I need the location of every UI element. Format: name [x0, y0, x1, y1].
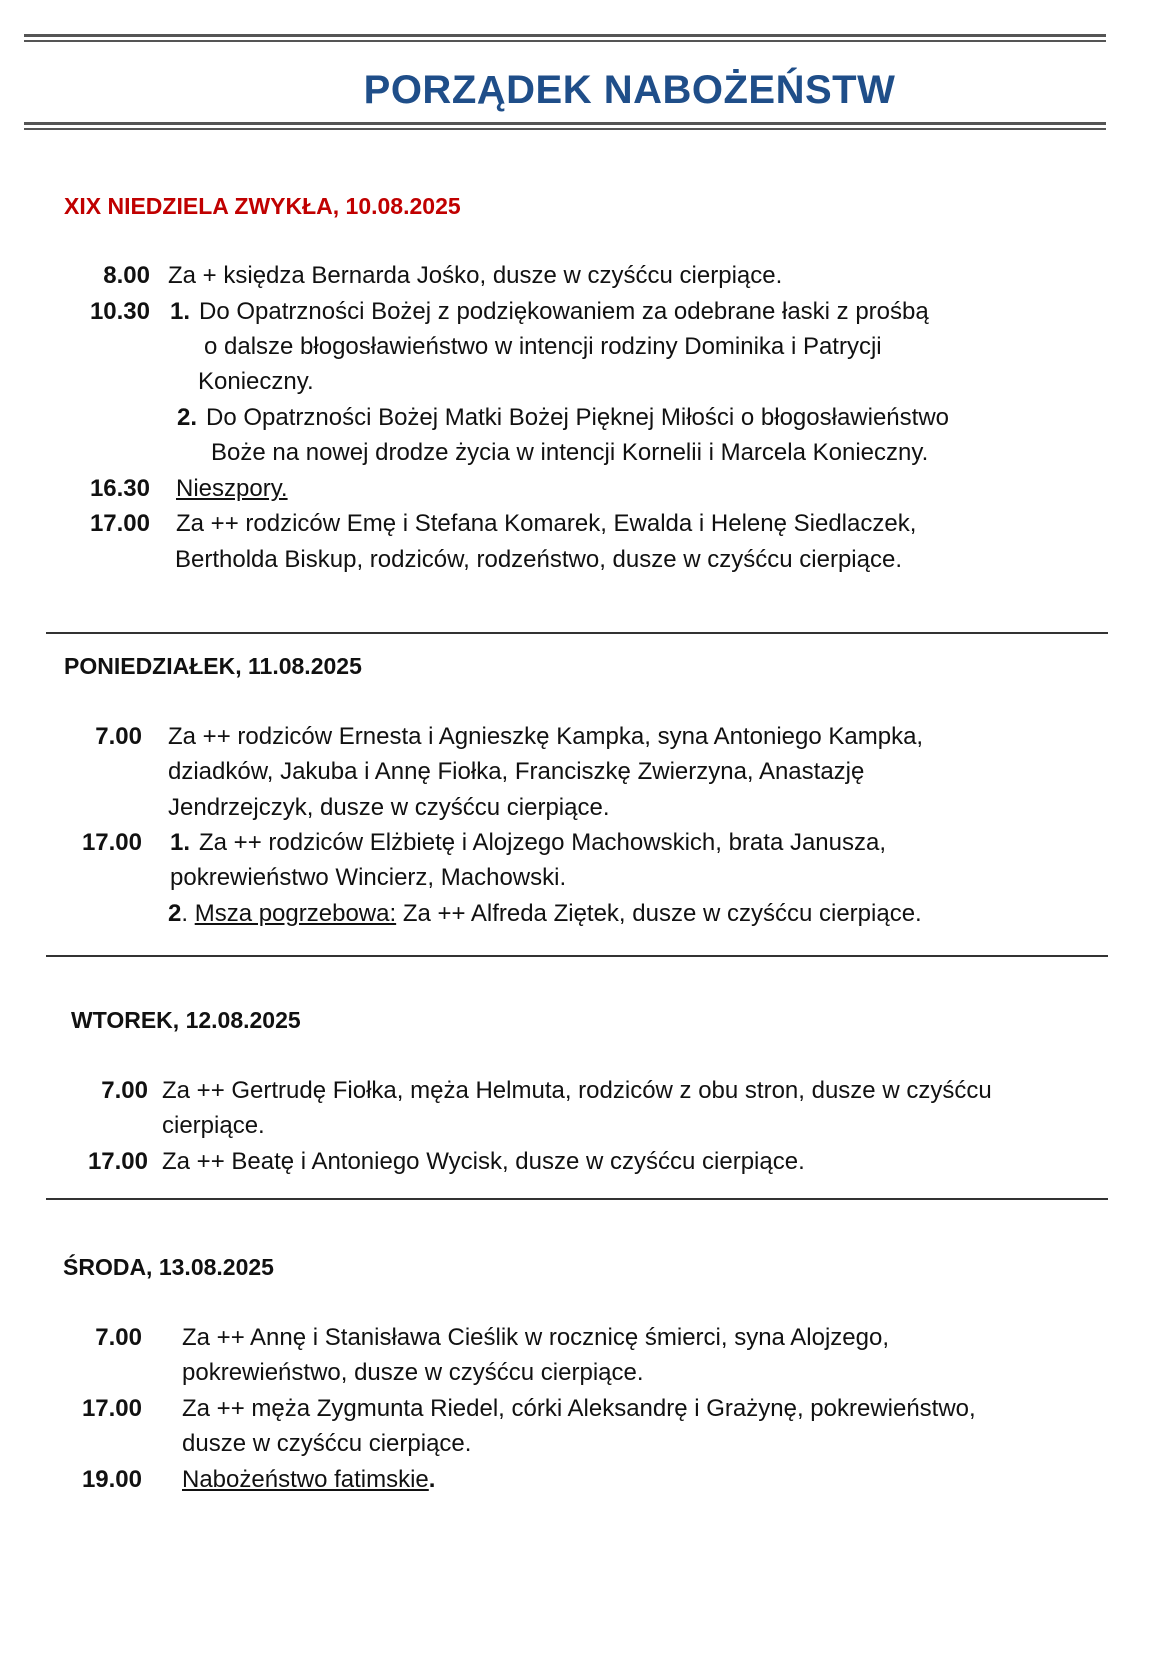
mass-time: 8.00: [103, 262, 150, 289]
mass-intention: dziadków, Jakuba i Annę Fiołka, Franciszkę Zwierzyna, Anastazję: [168, 758, 865, 785]
mass-time: 17.00: [89, 510, 150, 537]
day-heading-sunday: XIX NIEDZIELA ZWYKŁA, 10.08.2025: [64, 193, 461, 219]
top-double-rule: [24, 34, 1106, 42]
title-double-rule: [24, 122, 1106, 130]
mass-intention: 2. Msza pogrzebowa: Za ++ Alfreda Ziętek, dusze w czyśćcu cierpiące.: [168, 900, 922, 927]
mass-intention: Konieczny.: [198, 368, 314, 395]
mass-time: 7.00: [101, 1077, 148, 1104]
mass-intention: Za ++ Annę i Stanisława Cieślik w rocznicę śmierci, syna Alojzego,: [182, 1324, 889, 1351]
mass-intention: cierpiące.: [162, 1112, 265, 1139]
mass-intention: pokrewieństwo Wincierz, Machowski.: [170, 864, 567, 891]
mass-time: 16.30: [89, 475, 150, 502]
day-heading-wednesday: ŚRODA, 13.08.2025: [63, 1254, 274, 1280]
mass-time: 17.00: [81, 1395, 142, 1422]
mass-intention: o dalsze błogosławieństwo w intencji rodziny Dominika i Patrycji: [204, 333, 882, 360]
intention-number: 1.: [170, 298, 191, 325]
mass-intention: dusze w czyśćcu cierpiące.: [182, 1430, 472, 1457]
intention-number: 1.: [170, 829, 191, 856]
mass-time: 17.00: [81, 829, 142, 856]
vespers-label: Nieszpory.: [176, 475, 288, 502]
mass-intention: Jendrzejczyk, dusze w czyśćcu cierpiące.: [168, 794, 610, 821]
mass-time: 19.00: [81, 1466, 142, 1493]
day-heading-tuesday: WTOREK, 12.08.2025: [71, 1007, 301, 1033]
mass-intention-text: Za ++ Alfreda Ziętek, dusze w czyśćcu cierpiące.: [402, 900, 922, 927]
section-divider: [46, 1198, 1108, 1200]
intention-number: 2.: [177, 404, 198, 431]
mass-intention: Za ++ Gertrudę Fiołka, męża Helmuta, rodziców z obu stron, dusze w czyśćcu: [162, 1077, 992, 1104]
funeral-mass-label: Msza pogrzebowa:: [194, 900, 397, 927]
section-divider: [46, 955, 1108, 957]
section-divider: [46, 632, 1108, 634]
mass-time: 10.30: [89, 298, 150, 325]
fatima-service-label: Nabożeństwo fatimskie: [182, 1466, 429, 1493]
mass-time: 7.00: [95, 1324, 142, 1351]
day-heading-monday: PONIEDZIAŁEK, 11.08.2025: [64, 653, 362, 679]
mass-intention: Bertholda Biskup, rodziców, rodzeństwo, dusze w czyśćcu cierpiące.: [175, 546, 902, 573]
mass-intention: Za + księdza Bernarda Jośko, dusze w czyśćcu cierpiące.: [168, 262, 783, 289]
mass-intention: Do Opatrzności Bożej Matki Bożej Pięknej Miłości o błogosławieństwo: [206, 404, 949, 431]
mass-intention: Za ++ rodziców Emę i Stefana Komarek, Ewalda i Helenę Siedlaczek,: [176, 510, 917, 537]
page-title: PORZĄDEK NABOŻEŃSTW: [363, 68, 896, 112]
mass-intention: Za ++ rodziców Elżbietę i Alojzego Machowskich, brata Janusza,: [199, 829, 887, 856]
mass-intention: pokrewieństwo, dusze w czyśćcu cierpiące.: [182, 1359, 644, 1386]
mass-intention: Do Opatrzności Bożej z podziękowaniem za odebrane łaski z prośbą: [199, 298, 929, 325]
mass-time: 7.00: [95, 723, 142, 750]
fatima-service: [182, 1461, 435, 1498]
mass-intention: Boże na nowej drodze życia w intencji Kornelii i Marcela Konieczny.: [211, 439, 929, 466]
mass-intention: Za ++ Beatę i Antoniego Wycisk, dusze w czyśćcu cierpiące.: [162, 1148, 805, 1175]
mass-intention: Za ++ męża Zygmunta Riedel, córki Aleksandrę i Grażynę, pokrewieństwo,: [182, 1395, 976, 1422]
fatima-service-period: .: [428, 1466, 436, 1493]
mass-intention: Za ++ rodziców Ernesta i Agnieszkę Kampka, syna Antoniego Kampka,: [168, 723, 924, 750]
mass-time: 17.00: [87, 1148, 148, 1175]
